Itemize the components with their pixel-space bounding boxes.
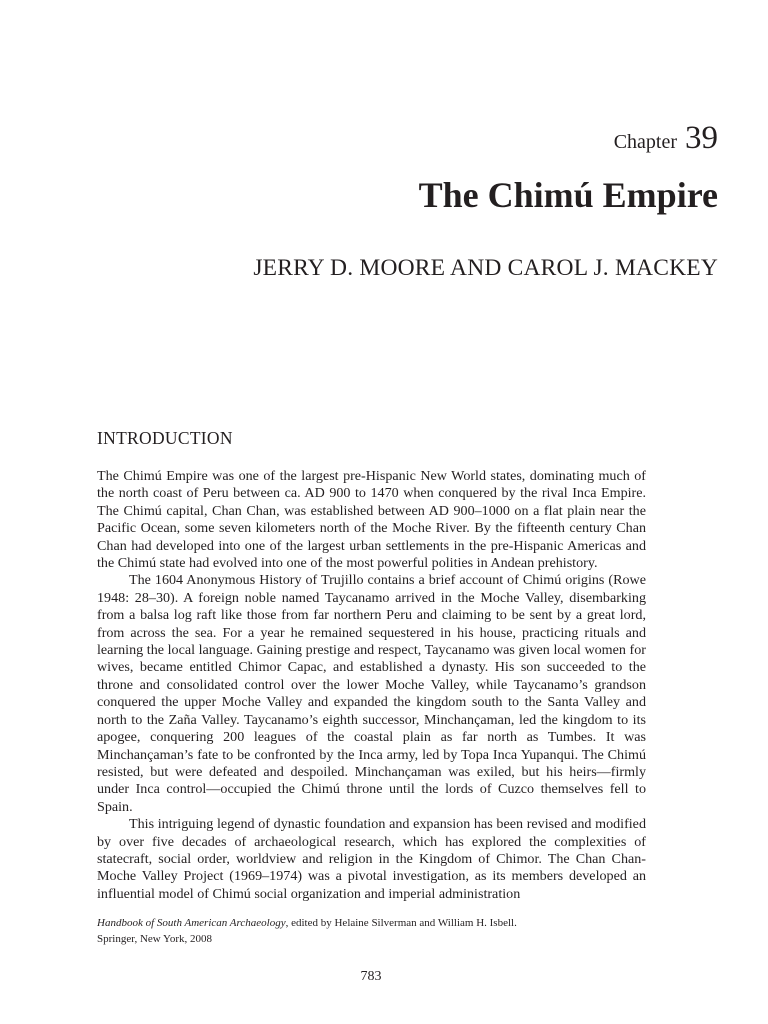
chapter-label [614, 122, 718, 155]
book-editors: , edited by Helaine Silverman and William H. Isbell. [285, 917, 517, 929]
chapter-authors: JERRY D. MOORE AND CAROL J. MACKEY [253, 255, 718, 281]
book-publisher: Springer, New York, 2008 [97, 933, 213, 945]
paragraph: The 1604 Anonymous History of Trujillo contains a brief account of Chimú origins (Rowe 1948: 28–30). A foreign noble named Taycanamo arrived in the Moche Valley, disembarking from a balsa log raft like those from far northern Peru and claiming to be sent by a great lord, from across the sea. For a year he remained sequestered in his house, practicing rituals and learning the local language. Gaining prestige and respect, Taycanamo was given local women for wives, became entitled Chimor Capac, and established a dynasty. His son succeeded to the throne and consolidated control over the lower Moche Valley, while Taycanamo’s grandson conquered the upper Moche Valley and expanded the kingdom south to the Santa Valley and north to the Zaña Valley. Taycanamo’s eighth successor, Minchançaman, led the kingdom to its apogee, conquering 200 leagues of the coastal plain as far north as Tumbes. It was Minchançaman’s fate to be confronted by the Inca army, led by Topa Inca Yupanqui. The Chimú resisted, but were defeated and despoiled. Minchançaman was exiled, but his heirs—firmly under Inca control—occupied the Chimú throne until the lords of Cuzco themselves fell to Spain. [97, 572, 646, 815]
section-heading: INTRODUCTION [97, 428, 233, 448]
footnote [97, 915, 657, 947]
body-text [97, 468, 646, 903]
paragraph: The Chimú Empire was one of the largest pre-Hispanic New World states, dominating much of the north coast of Peru between ca. AD 900 to 1470 when conquered by the rival Inca Empire. The Chimú capital, Chan Chan, was established between AD 900–1000 on a flat plain near the Pacific Ocean, some seven kilometers north of the Moche River. By the fifteenth century Chan Chan had developed into one of the largest urban settlements in the pre-Hispanic Americas and the Chimú state had evolved into one of the most powerful polities in Andean prehistory. [97, 468, 646, 572]
chapter-word: Chapter [613, 131, 677, 153]
footnote-citation [97, 915, 657, 931]
chapter-title: The Chimú Empire [418, 175, 718, 215]
page-number: 783 [360, 969, 382, 984]
paragraph: This intriguing legend of dynastic foundation and expansion has been revised and modified by over five decades of archaeological research, which has explored the complexities of statecraft, social order, worldview and religion in the Kingdom of Chimor. The Chan Chan-Moche Valley Project (1969–1974) was a pivotal investigation, as its members developed an influential model of Chimú social organization and imperial administration [97, 816, 646, 902]
chapter-number: 39 [685, 120, 718, 156]
book-title: Handbook of South American Archaeology [97, 917, 286, 929]
